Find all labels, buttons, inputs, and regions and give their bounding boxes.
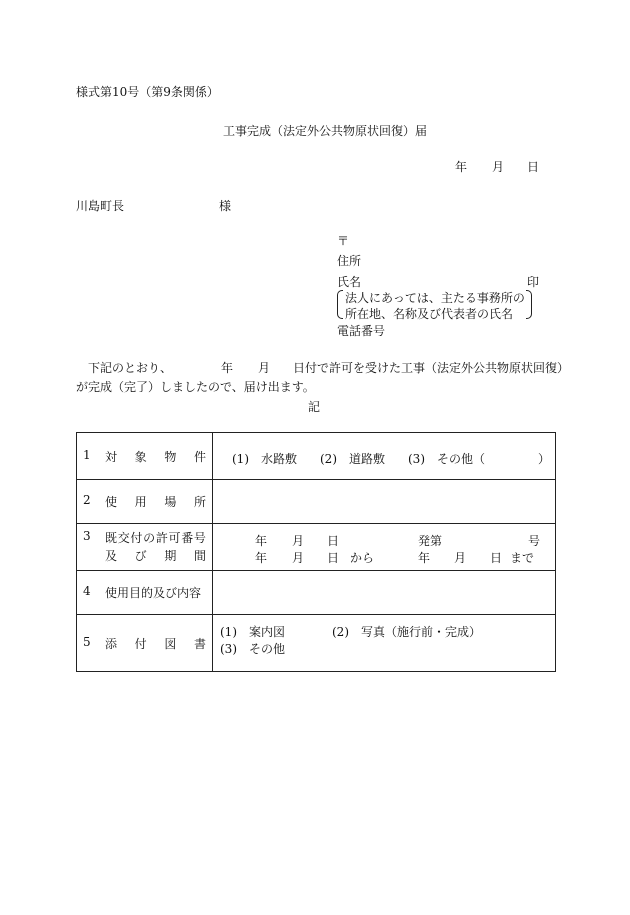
document-title: 工事完成（法定外公共物原状回復）届	[223, 124, 428, 138]
address-label: 住所	[337, 254, 362, 268]
row-number: 3	[83, 529, 91, 543]
table-row	[77, 571, 556, 615]
row-label-purpose: 使用目的及び内容	[105, 586, 202, 600]
row-number: 5	[83, 634, 91, 649]
body-line1-month: 月	[258, 361, 271, 375]
table-row	[77, 433, 556, 480]
left-bracket	[337, 290, 343, 319]
row-label-target-object: 対 象 物 件	[105, 449, 206, 464]
attachments-values	[213, 615, 556, 672]
period-from: から	[350, 551, 375, 565]
body-line1-year: 年	[221, 361, 234, 375]
table-row	[77, 480, 556, 524]
attachment-map: (1) 案内図	[220, 625, 285, 639]
permit-hatsu: 発第	[418, 534, 443, 548]
postal-mark: 〒	[337, 234, 350, 248]
details-table	[76, 432, 556, 672]
body-line1-end: 日付で許可を受けた工事（法定外公共物原状回復）	[293, 361, 570, 375]
corp-note-line1: 法人にあっては、主たる事務所の	[345, 291, 525, 305]
period-end-day: 日	[490, 551, 503, 565]
option-other: (3) その他（	[408, 451, 485, 466]
location-value	[213, 480, 556, 524]
addressee-honorific: 様	[219, 199, 232, 213]
attachment-other: (3) その他	[220, 642, 285, 656]
permit-go: 号	[528, 534, 541, 548]
option-other-close: ）	[538, 451, 551, 466]
name-label: 氏名	[337, 275, 362, 289]
permit-day: 日	[327, 534, 340, 548]
option-road: (2) 道路敷	[320, 451, 385, 466]
corp-note-line2: 所在地、名称及び代表者の氏名	[345, 307, 514, 321]
form-number: 様式第10号（第9条関係）	[76, 85, 219, 99]
permit-month: 月	[292, 534, 305, 548]
body-line1-start: 下記のとおり、	[88, 361, 173, 375]
row-number: 4	[83, 584, 91, 598]
date-month-label: 月	[492, 160, 505, 174]
row-number: 1	[83, 447, 91, 462]
permit-year: 年	[255, 534, 268, 548]
phone-label: 電話番号	[337, 324, 386, 338]
row-label-location: 使 用 場 所	[105, 495, 206, 509]
period-start-month: 月	[292, 551, 305, 565]
option-waterway: (1) 水路敷	[232, 451, 297, 466]
date-year-label: 年	[455, 160, 468, 174]
period-end-year: 年	[418, 551, 431, 565]
seal-mark: 印	[527, 275, 540, 289]
period-start-day: 日	[327, 551, 340, 565]
right-bracket	[526, 290, 532, 319]
permit-values	[213, 524, 556, 571]
row-number: 2	[83, 493, 91, 507]
table-row	[77, 524, 556, 571]
row-label-attachments: 添 付 図 書	[105, 636, 206, 651]
target-object-options	[213, 433, 556, 480]
purpose-value	[213, 571, 556, 615]
period-start-year: 年	[255, 551, 268, 565]
date-day-label: 日	[527, 160, 540, 174]
row-label-permit: 既 交 付 の 許 可 番 号 及 び 期 間	[105, 531, 206, 563]
ki-heading: 記	[308, 400, 321, 414]
period-end-month: 月	[454, 551, 467, 565]
body-line2: が完成（完了）しましたので、届け出ます。	[76, 380, 315, 394]
period-until: まで	[510, 551, 535, 565]
attachment-photo: (2) 写真（施行前・完成）	[332, 625, 481, 639]
addressee-name: 川島町長	[76, 199, 125, 213]
table-row	[77, 615, 556, 672]
